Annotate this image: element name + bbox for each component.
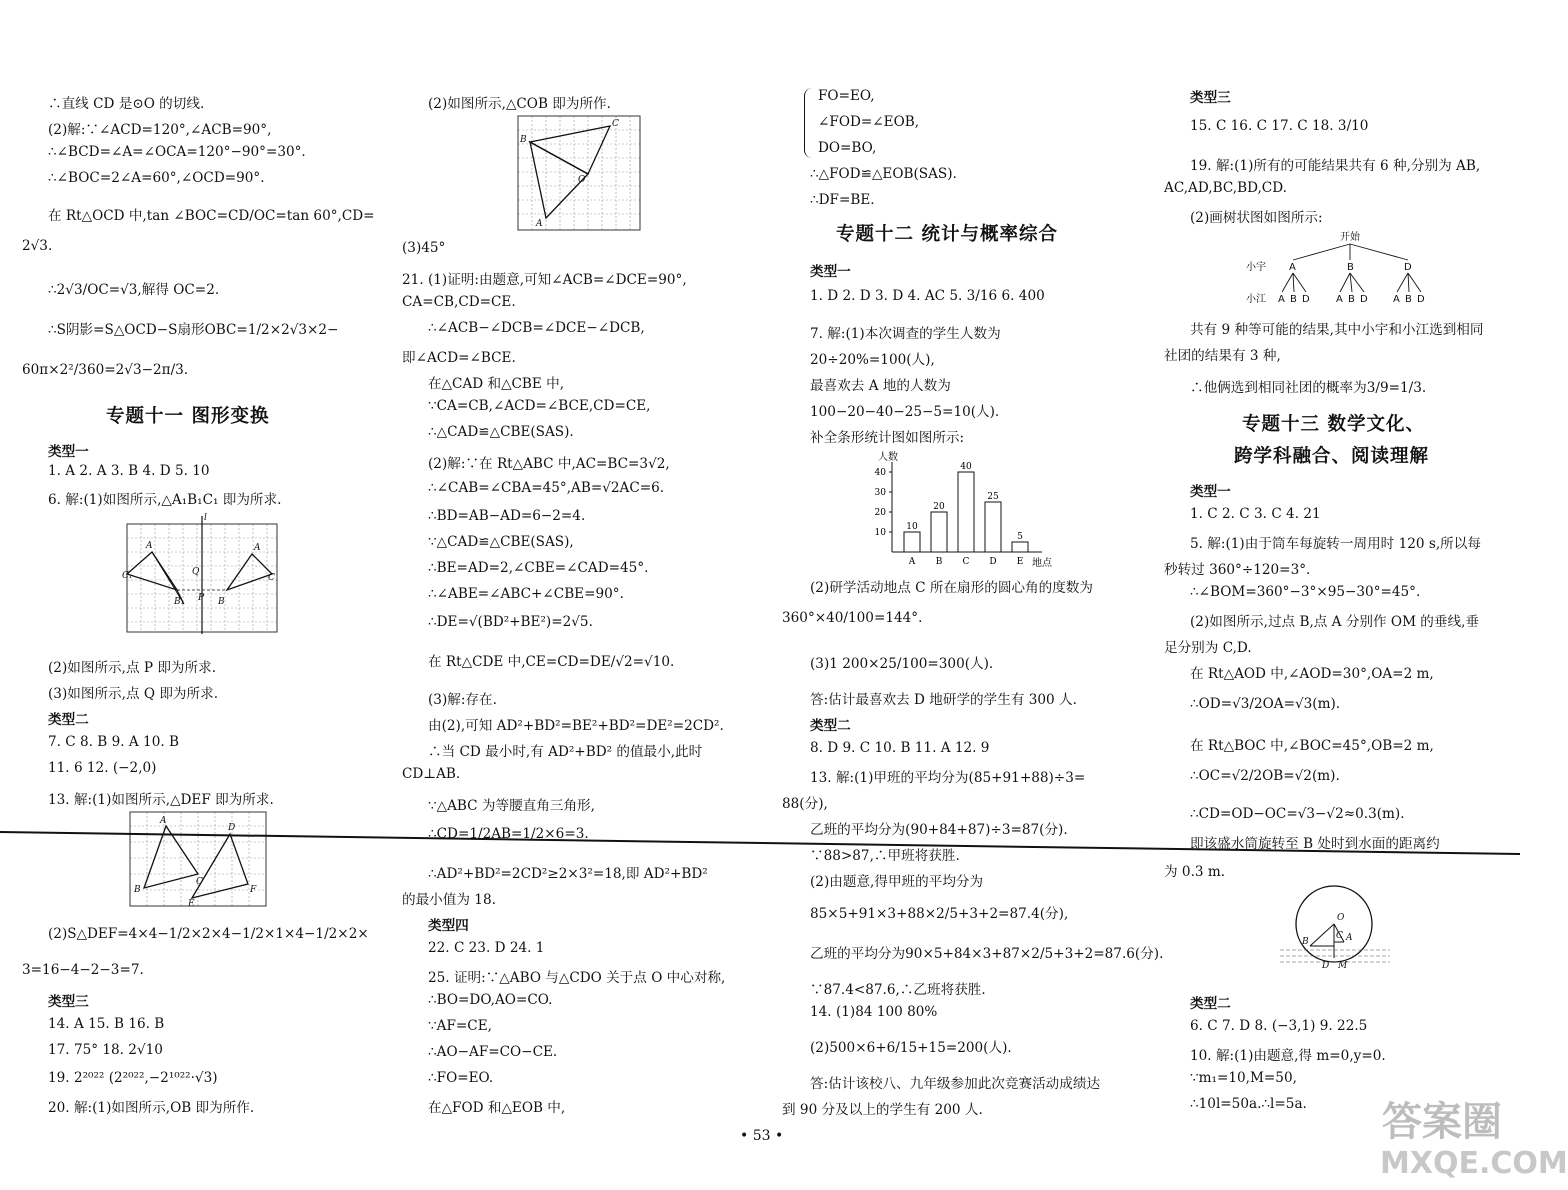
text-line: ∴△CAD≌△CBE(SAS). xyxy=(428,424,574,440)
text-line: ∠FOD=∠EOB, xyxy=(818,114,920,130)
y-tick-label: 30 xyxy=(874,488,886,498)
chart-xlabel: 地点 xyxy=(1032,558,1052,569)
tree-node: B xyxy=(1348,294,1355,305)
text-line: 1. A 2. A 3. B 4. D 5. 10 xyxy=(48,463,210,479)
text-line: (2)研学活动地点 C 所在扇形的圆心角的度数为 xyxy=(810,580,1093,596)
svg-text:D: D xyxy=(228,823,236,833)
text-line: ∵AF=CE, xyxy=(428,1018,492,1034)
svg-text:B: B xyxy=(134,885,141,895)
text-line: ∴直线 CD 是⊙O 的切线. xyxy=(48,96,205,112)
text-line: 13. 解:(1)甲班的平均分为(85+91+88)÷3= xyxy=(810,770,1086,786)
text-line: ∵88>87,∴甲班将获胜. xyxy=(810,848,960,864)
subheading: 类型一 xyxy=(1190,484,1231,500)
text-line: ∴CD=OD−OC=√3−√2≈0.3(m). xyxy=(1190,806,1405,822)
text-line: (2)如图所示,点 P 即为所求. xyxy=(48,660,217,676)
subheading: 类型一 xyxy=(810,264,851,280)
text-line: 7. C 8. B 9. A 10. B xyxy=(48,734,179,750)
bar xyxy=(904,532,920,552)
text-line: 13. 解:(1)如图所示,△DEF 即为所求. xyxy=(48,792,274,808)
svg-text:C: C xyxy=(196,877,203,887)
text-line: 3=16−4−2−3=7. xyxy=(22,962,144,978)
svg-text:A: A xyxy=(254,543,261,553)
x-tick-label: C xyxy=(962,557,970,567)
text-line: 6. C 7. D 8. (−3,1) 9. 22.5 xyxy=(1190,1018,1368,1034)
text-line: 19. 2²⁰²² (2²⁰²²,−2¹⁰²²·√3) xyxy=(48,1070,218,1086)
text-line: ∴10l=50a.∴l=5a. xyxy=(1190,1096,1307,1112)
text-line: 360°×40/100=144°. xyxy=(782,610,923,626)
text-line: 答:估计该校八、九年级参加此次竞赛活动成绩达 xyxy=(810,1076,1101,1092)
text-line: 20÷20%=100(人), xyxy=(810,352,935,368)
subheading: 类型三 xyxy=(1190,90,1231,106)
tree-diagram xyxy=(1240,228,1440,312)
bar xyxy=(931,512,947,552)
subheading: 类型四 xyxy=(428,918,469,934)
tree-node: A xyxy=(1289,262,1296,273)
text-line: 15. C 16. C 17. C 18. 3/10 xyxy=(1190,118,1369,134)
text-line: 在△CAD 和△CBE 中, xyxy=(428,376,565,392)
text-line: CD⊥AB. xyxy=(402,766,461,782)
text-line: (2)画树状图如图所示: xyxy=(1190,210,1323,226)
text-line: ∴△FOD≌△EOB(SAS). xyxy=(810,166,957,182)
subheading: 类型二 xyxy=(1190,996,1231,1012)
text-line: 在△FOD 和△EOB 中, xyxy=(428,1100,566,1116)
svg-text:E: E xyxy=(188,899,195,909)
text-line: ∴∠CAB=∠CBA=45°,AB=√2AC=6. xyxy=(428,480,665,496)
text-line: 的最小值为 18. xyxy=(402,892,496,908)
svg-text:O: O xyxy=(1337,913,1345,923)
svg-text:B: B xyxy=(218,597,225,607)
water-wheel-figure xyxy=(1280,880,1390,976)
text-line: 17. 75° 18. 2√10 xyxy=(48,1042,163,1058)
text-line: (3)45° xyxy=(402,240,446,256)
tree-root: 开始 xyxy=(1340,232,1360,243)
svg-text:B: B xyxy=(1302,937,1309,947)
svg-text:A: A xyxy=(160,816,167,826)
text-line: 答:估计最喜欢去 D 地研学的学生有 300 人. xyxy=(810,692,1077,708)
text-line: 在 Rt△AOD 中,∠AOD=30°,OA=2 m, xyxy=(1190,666,1434,682)
text-line: 补全条形统计图如图所示: xyxy=(810,430,965,446)
svg-text:B: B xyxy=(520,135,527,145)
svg-text:M: M xyxy=(1338,961,1348,971)
text-line: ∴他俩选到相同社团的概率为3/9=1/3. xyxy=(1190,380,1427,396)
text-line: 8. D 9. C 10. B 11. A 12. 9 xyxy=(810,740,990,756)
text-line: 22. C 23. D 24. 1 xyxy=(428,940,545,956)
bar xyxy=(985,502,1001,552)
text-line: ∴BO=DO,AO=CO. xyxy=(428,992,553,1008)
text-line: ∴OD=√3/2OA=√3(m). xyxy=(1190,696,1341,712)
svg-text:O: O xyxy=(578,175,586,185)
text-line: ∴AD²+BD²=2CD²≥2×3²=18,即 AD²+BD² xyxy=(428,866,708,882)
text-line: ∴∠BCD=∠A=∠OCA=120°−90°=30°. xyxy=(48,144,306,160)
text-line: 在 Rt△OCD 中,tan ∠BOC=CD/OC=tan 60°,CD= xyxy=(48,208,375,224)
text-line: (2)解:∵∠ACD=120°,∠ACB=90°, xyxy=(48,122,272,138)
section-heading-12: 专题十二 统计与概率综合 xyxy=(836,224,1058,245)
tree-level1-label: 小宇 xyxy=(1246,262,1266,273)
text-line: 为 0.3 m. xyxy=(1164,864,1226,880)
bar xyxy=(1012,542,1028,552)
bar-value-label: 10 xyxy=(906,522,918,532)
text-line: 共有 9 种等可能的结果,其中小宇和小江选到相同 xyxy=(1190,322,1484,338)
text-line: 88(分), xyxy=(782,796,828,812)
section-heading-13-line2: 跨学科融合、阅读理解 xyxy=(1234,446,1430,467)
text-line: 20. 解:(1)如图所示,OB 即为所作. xyxy=(48,1100,255,1116)
svg-text:l: l xyxy=(204,513,207,523)
section-heading-11: 专题十一 图形变换 xyxy=(106,406,270,427)
text-line: 在 Rt△CDE 中,CE=CD=DE/√2=√10. xyxy=(428,654,675,670)
text-line: 秒转过 360°÷120=3°. xyxy=(1164,562,1311,578)
chart-ylabel: 人数 xyxy=(878,452,898,463)
text-line: ∴OC=√2/2OB=√2(m). xyxy=(1190,768,1340,784)
text-line: ∵△ABC 为等腰直角三角形, xyxy=(428,798,595,814)
bar-value-label: 25 xyxy=(987,492,999,502)
svg-text:F: F xyxy=(250,885,257,895)
text-line: 25. 证明:∵△ABO 与△CDO 关于点 O 中心对称, xyxy=(428,970,726,986)
text-line: 乙班的平均分为90×5+84×3+87×2/5+3+2=87.6(分). xyxy=(810,946,1164,962)
svg-text:P: P xyxy=(198,593,205,603)
tree-node: A xyxy=(1336,294,1343,305)
y-tick-label: 10 xyxy=(874,528,886,538)
brace xyxy=(804,88,813,158)
text-line: ∴FO=EO. xyxy=(428,1070,494,1086)
text-line: 到 90 分及以上的学生有 200 人. xyxy=(782,1102,983,1118)
text-line: 1. C 2. C 3. C 4. 21 xyxy=(1190,506,1321,522)
text-line: 社团的结果有 3 种, xyxy=(1164,348,1281,364)
section-heading-13: 专题十三 数学文化、 xyxy=(1242,414,1425,435)
text-line: ∴2√3/OC=√3,解得 OC=2. xyxy=(48,282,220,298)
subheading: 类型二 xyxy=(810,718,851,734)
grid-figure-q6 xyxy=(122,514,280,634)
bar-chart xyxy=(856,448,1066,574)
tree-node: B xyxy=(1405,294,1412,305)
text-line: (2)S△DEF=4×4−1/2×2×4−1/2×1×4−1/2×2× xyxy=(48,926,369,942)
text-line: DO=BO, xyxy=(818,140,877,156)
text-line: ∵△CAD≌△CBE(SAS), xyxy=(428,534,574,550)
tree-node: A xyxy=(1393,294,1400,305)
text-line: (3)1 200×25/100=300(人). xyxy=(810,656,994,672)
bar-value-label: 40 xyxy=(960,462,972,472)
tree-node: B xyxy=(1347,262,1354,273)
bar-value-label: 5 xyxy=(1017,532,1023,542)
tree-node: D xyxy=(1302,294,1310,305)
text-line: 即该盛水筒旋转至 B 处时到水面的距离约 xyxy=(1190,836,1440,852)
text-line: 乙班的平均分为(90+84+87)÷3=87(分). xyxy=(810,822,1068,838)
watermark-logo: 答案圈 xyxy=(1382,1099,1502,1145)
x-tick-label: D xyxy=(989,557,997,567)
text-line: 85×5+91×3+88×2/5+3+2=87.4(分), xyxy=(810,906,1069,922)
text-line: ∴DF=BE. xyxy=(810,192,875,208)
svg-text:Q: Q xyxy=(192,567,200,577)
text-line: ∴∠ACB−∠DCB=∠DCE−∠DCB, xyxy=(428,320,645,336)
text-line: (3)解:存在. xyxy=(428,692,497,708)
text-line: (2)如图所示,过点 B,点 A 分别作 OM 的垂线,垂 xyxy=(1190,614,1480,630)
svg-text:A: A xyxy=(536,219,543,229)
text-line: 14. (1)84 100 80% xyxy=(810,1004,938,1020)
tree-node: A xyxy=(1278,294,1285,305)
text-line: 100−20−40−25−5=10(人). xyxy=(810,404,1000,420)
text-line: 10. 解:(1)由题意,得 m=0,y=0. xyxy=(1190,1048,1386,1064)
text-line: 19. 解:(1)所有的可能结果共有 6 种,分别为 AB, xyxy=(1190,158,1481,174)
bar-value-label: 20 xyxy=(933,502,945,512)
page-number: • 53 • xyxy=(740,1128,784,1144)
x-tick-label: A xyxy=(908,557,916,567)
svg-text:D: D xyxy=(1322,961,1330,971)
text-line: ∵87.4<87.6,∴乙班将获胜. xyxy=(810,982,986,998)
svg-text:B₁: B₁ xyxy=(174,597,185,607)
svg-text:A: A xyxy=(1346,933,1353,943)
text-line: 60π×2²/360=2√3−2π/3. xyxy=(22,362,189,378)
text-line: ∵m₁=10,M=50, xyxy=(1190,1070,1297,1086)
subheading: 类型三 xyxy=(48,994,89,1010)
svg-text:A: A xyxy=(146,541,153,551)
text-line: ∴∠BOC=2∠A=60°,∠OCD=90°. xyxy=(48,170,265,186)
text-line: ∴BD=AB−AD=6−2=4. xyxy=(428,508,586,524)
text-line: ∴DE=√(BD²+BE²)=2√5. xyxy=(428,614,593,630)
x-tick-label: B xyxy=(935,557,943,567)
text-line: 足分别为 C,D. xyxy=(1164,640,1252,656)
text-line: ∴当 CD 最小时,有 AD²+BD² 的值最小,此时 xyxy=(428,744,703,760)
text-line: 1. D 2. D 3. D 4. AC 5. 3/16 6. 400 xyxy=(810,288,1045,304)
svg-text:C: C xyxy=(268,573,275,583)
text-line: (2)由题意,得甲班的平均分为 xyxy=(810,874,984,890)
tree-node: B xyxy=(1290,294,1297,305)
subheading: 类型二 xyxy=(48,712,89,728)
tree-node: D xyxy=(1417,294,1425,305)
text-line: 7. 解:(1)本次调查的学生人数为 xyxy=(810,326,1001,342)
svg-text:C: C xyxy=(612,119,619,129)
text-line: FO=EO, xyxy=(818,88,875,104)
watermark-url: MXQE.COM xyxy=(1380,1146,1568,1181)
text-line: 即∠ACD=∠BCE. xyxy=(402,350,516,366)
text-line: (2)解:∵在 Rt△ABC 中,AC=BC=3√2, xyxy=(428,456,670,472)
text-line: ∵CA=CB,∠ACD=∠BCE,CD=CE, xyxy=(428,398,651,414)
bar xyxy=(958,472,974,552)
text-line: 由(2),可知 AD²+BD²=BE²+BD²=DE²=2CD². xyxy=(428,718,724,734)
text-line: 2√3. xyxy=(22,238,53,254)
svg-text:C: C xyxy=(1336,931,1343,941)
y-tick-label: 20 xyxy=(874,508,886,518)
text-line: ∴∠BOM=360°−3°×95−30°=45°. xyxy=(1190,584,1421,600)
subheading: 类型一 xyxy=(48,444,89,460)
text-line: ∴CD=1/2AB=1/2×6=3. xyxy=(428,826,589,842)
tree-node: D xyxy=(1360,294,1368,305)
tree-node: D xyxy=(1404,262,1412,273)
text-line: ∴BE=AD=2,∠CBE=∠CAD=45°. xyxy=(428,560,649,576)
y-tick-label: 40 xyxy=(874,468,886,478)
text-line: 21. (1)证明:由题意,可知∠ACB=∠DCE=90°, xyxy=(402,272,687,288)
scan-divider-line xyxy=(0,814,1536,864)
tree-level2-label: 小江 xyxy=(1246,294,1266,305)
svg-text:C₁: C₁ xyxy=(122,571,133,581)
x-tick-label: E xyxy=(1016,557,1024,567)
text-line: AC,AD,BC,BD,CD. xyxy=(1164,180,1287,196)
grid-figure-q20 xyxy=(516,114,644,234)
text-line: 11. 6 12. (−2,0) xyxy=(48,760,157,776)
text-line: 14. A 15. B 16. B xyxy=(48,1016,165,1032)
text-line: 最喜欢去 A 地的人数为 xyxy=(810,378,951,394)
text-line: (2)500×6+6/15+15=200(人). xyxy=(810,1040,1012,1056)
text-line: 5. 解:(1)由于筒车每旋转一周用时 120 s,所以每 xyxy=(1190,536,1481,552)
text-line: ∴S阴影=S△OCD−S扇形OBC=1/2×2√3×2− xyxy=(48,322,339,338)
text-line: 6. 解:(1)如图所示,△A₁B₁C₁ 即为所求. xyxy=(48,492,282,508)
text-line: 在 Rt△BOC 中,∠BOC=45°,OB=2 m, xyxy=(1190,738,1434,754)
text-line: CA=CB,CD=CE. xyxy=(402,294,516,310)
text-line: (3)如图所示,点 Q 即为所求. xyxy=(48,686,219,702)
text-line: (2)如图所示,△COB 即为所作. xyxy=(428,96,611,112)
text-line: ∴AO−AF=CO−CE. xyxy=(428,1044,558,1060)
text-line: ∴∠ABE=∠ABC+∠CBE=90°. xyxy=(428,586,624,602)
